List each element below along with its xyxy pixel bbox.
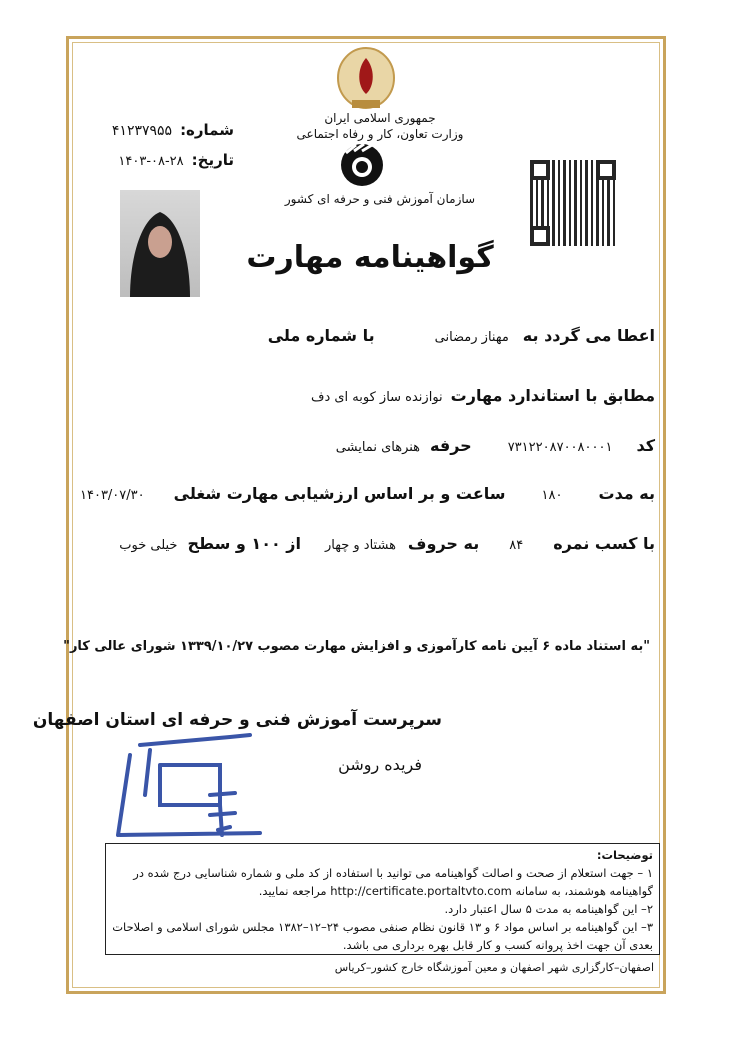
number-label: شماره: — [180, 121, 234, 139]
signatory-title: سرپرست آموزش فنی و حرفه ای استان اصفهان — [32, 710, 442, 730]
country-name: جمهوری اسلامی ایران — [324, 111, 436, 125]
iran-emblem-icon — [335, 40, 397, 110]
code-label: کد — [636, 436, 655, 455]
granted-to-label: اعطا می گردد به — [522, 326, 655, 345]
profession-label: حرفه — [430, 436, 472, 455]
legal-quote: "به استناد ماده ۶ آیین نامه کارآموزی و افزایش مهارت مصوب ۱۳۳۹/۱۰/۲۷ شورای عالی کار" — [63, 639, 650, 654]
granted-to-row — [80, 326, 655, 345]
score-value: ۸۴ — [509, 538, 524, 553]
organization-name: سازمان آموزش فنی و حرفه ای کشور — [284, 192, 476, 206]
certificate-title: گواهینامه مهارت — [246, 240, 494, 275]
hours-label: ساعت و بر اساس ارزشیابی مهارت شغلی — [173, 484, 506, 503]
notes-heading: توضیحات: — [596, 848, 653, 862]
words-label: به حروف — [407, 534, 480, 553]
certificate-number: ۴۱۲۳۷۹۵۵ — [111, 123, 173, 139]
qr-code — [530, 160, 616, 246]
standard-row — [80, 386, 655, 405]
score-row — [80, 534, 655, 553]
holder-name: مهناز رمضانی — [434, 330, 509, 345]
standard-value: نوازنده ساز کوبه ای دف — [310, 390, 443, 405]
signatory-name: فریده روشن — [338, 755, 422, 774]
note-item: ۲– این گواهینامه به مدت ۵ سال اعتبار دارد. — [444, 902, 653, 916]
level-label: از ۱۰۰ و سطح — [187, 534, 301, 553]
certificate-number-row — [112, 121, 234, 139]
score-label: با کسب نمره — [553, 534, 655, 553]
holder-photo — [120, 190, 200, 297]
date-label: تاریخ: — [191, 151, 234, 169]
duration-value: ۱۸۰ — [541, 488, 563, 503]
tvto-logo-icon — [340, 143, 384, 187]
issuing-center: اصفهان–کارگزاری شهر اصفهان و معین آموزشگاه خارج کشور–کریاس — [334, 961, 654, 974]
note-item: ۱ – جهت استعلام از صحت و اصالت گواهینامه می توانید با استفاده از کد ملی و شماره شناسایی درج شده در گواهینامه هوشمند، به سامانه http://certificate.portaltvto.com مراجعه نمایید. — [133, 866, 653, 898]
national-id-label: با شماره ملی — [267, 326, 375, 345]
code-row — [80, 436, 655, 455]
duration-row — [80, 484, 655, 503]
code-value: ۷۳۱۲۲۰۸۷۰۰۸۰۰۰۱ — [507, 440, 613, 455]
ministry-name: وزارت تعاون، کار و رفاه اجتماعی — [296, 127, 464, 141]
person-silhouette-icon — [120, 190, 200, 297]
duration-label: به مدت — [598, 484, 655, 503]
assessment-date: ۱۴۰۳/۰۷/۳۰ — [80, 488, 145, 503]
issue-date: ۱۴۰۳-۰۸-۲۸ — [118, 154, 184, 169]
signature — [110, 715, 270, 845]
standard-label: مطابق با استاندارد مهارت — [450, 386, 655, 405]
level-value: خیلی خوب — [119, 538, 178, 553]
notes-box — [105, 843, 660, 955]
note-item: ۳– این گواهینامه بر اساس مواد ۶ و ۱۳ قانون نظام صنفی مصوب ۲۴–۱۲–۱۳۸۲ مجلس شورای اسلامی و اصلاحات بعدی آن جهت اخذ پروانه کسب و کار قابل بهره برداری می باشد. — [112, 920, 653, 952]
issue-date-row — [118, 151, 234, 169]
profession-value: هنرهای نمایشی — [335, 440, 421, 455]
score-in-words: هشتاد و چهار — [324, 538, 396, 553]
